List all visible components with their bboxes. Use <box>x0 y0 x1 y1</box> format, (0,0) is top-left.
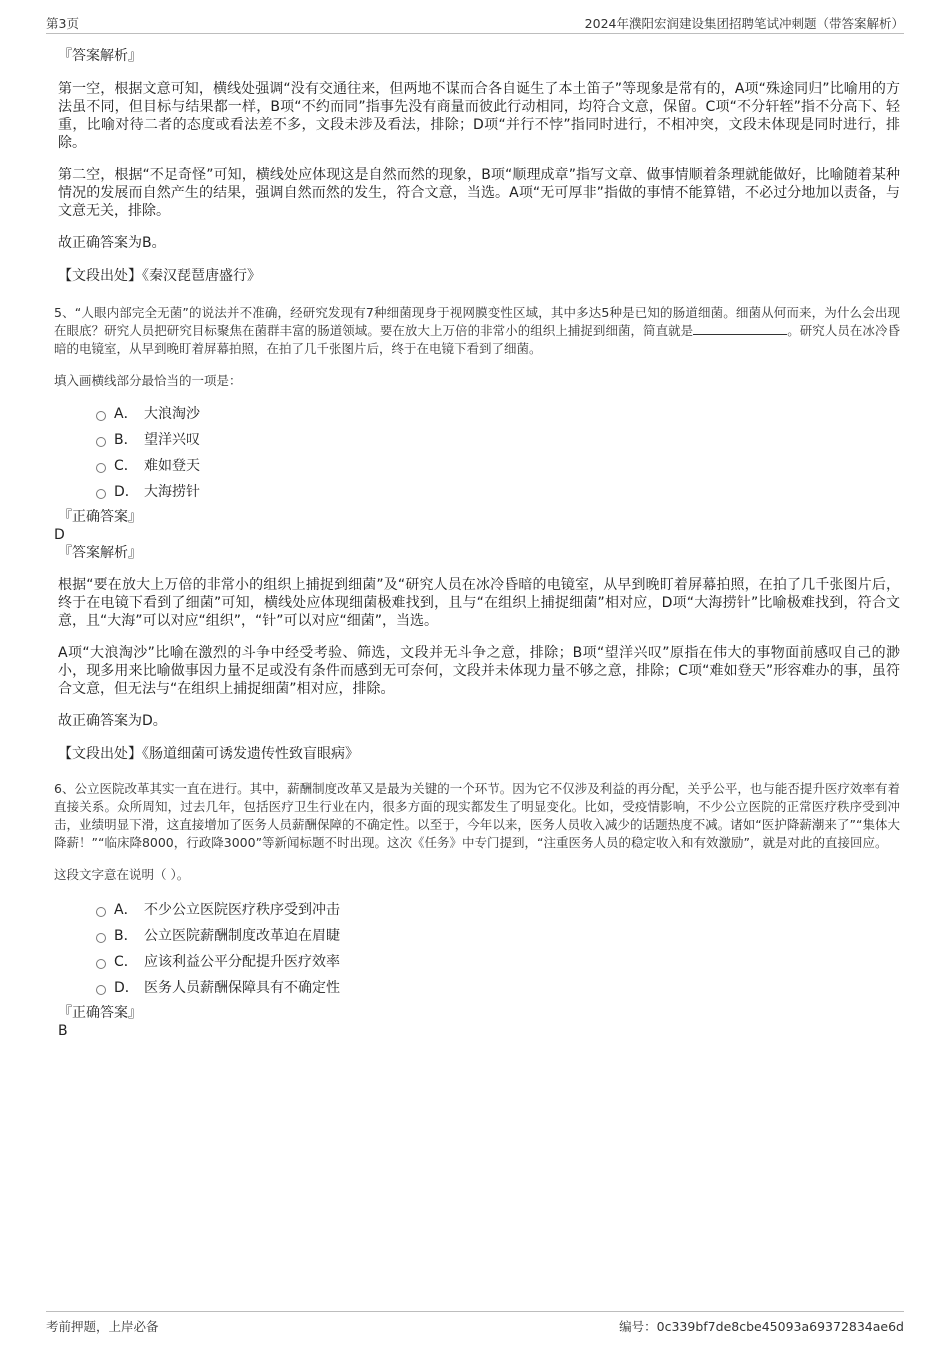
radio-icon[interactable] <box>96 489 106 499</box>
option-text: 大海捞针 <box>144 484 200 500</box>
q6-option-c[interactable] <box>96 948 904 974</box>
option-letter: C． <box>114 954 138 970</box>
q6-option-a[interactable] <box>96 896 904 922</box>
document-title: 2024年濮阳宏润建设集团招聘笔试冲刺题（带答案解析） <box>584 16 904 31</box>
q5-analysis-para-1: 根据“要在放大上万倍的非常小的组织上捕捉到细菌”及“研究人员在冰冷昏暗的电镜室，从早到晚盯着屏幕拍照，在拍了几千张图片后，终于在电镜下看到了细菌”可知，横线处应体现细菌极难找到，且与“在组织上捕捉细菌”相对应，D项“大海捞针”比喻极难找到，符合文意，且“大海”可以对应“组织”，“针”可以对应“细菌”，当选。 <box>58 577 900 629</box>
q5-stem-part-1: 5、“人眼内部完全无菌”的说法并不准确，经研究发现有7种细菌现身于视网膜变性区域，其中多达5种是已知的肠道细菌。细菌从何而来，为什么会出现在眼底？研究人员把研究目标聚焦在菌群丰富的肠道领域。要在放大上万倍的非常小的组织上捕捉到细菌，简直就是 <box>54 305 900 338</box>
q5-option-d[interactable] <box>96 478 904 504</box>
q4-conclusion: 故正确答案为B。 <box>58 235 166 251</box>
q6-answer: B <box>58 1023 68 1039</box>
radio-icon[interactable] <box>96 437 106 447</box>
q6-answer-label: 『正确答案』 <box>58 1005 142 1021</box>
q5-answer-label: 『正确答案』 <box>58 509 142 525</box>
page-content <box>46 46 904 1040</box>
q5-analysis-para-2: A项“大浪淘沙”比喻在激烈的斗争中经受考验、筛选，文段并无斗争之意，排除；B项“望洋兴叹”原指在伟大的事物面前感叹自己的渺小，现多用来比喻做事因力量不足或没有条件而感到无可奈何，文段并未体现力量不够之意，排除；C项“难如登天”形容难办的事，虽符合文意，但无法与“在组织上捕捉细菌”相对应，排除。 <box>58 645 900 697</box>
radio-icon[interactable] <box>96 985 106 995</box>
option-text: 大浪淘沙 <box>144 406 200 422</box>
option-text: 公立医院薪酬制度改革迫在眉睫 <box>144 928 340 944</box>
option-letter: D． <box>114 980 139 996</box>
radio-icon[interactable] <box>96 933 106 943</box>
option-text: 难如登天 <box>144 458 200 474</box>
option-letter: B． <box>114 432 138 448</box>
option-letter: A． <box>114 406 138 422</box>
radio-icon[interactable] <box>96 411 106 421</box>
q6-option-b[interactable] <box>96 922 904 948</box>
page-header <box>46 14 904 34</box>
q5-ask: 填入画横线部分最恰当的一项是： <box>54 373 242 388</box>
q6-option-d[interactable] <box>96 974 904 1000</box>
q4-analysis-para-1: 第一空，根据文意可知，横线处强调“没有交通往来，但两地不谋而合各自诞生了本土笛子”等现象是常有的，A项“殊途同归”比喻用的方法虽不同，但目标与结果都一样，B项“不约而同”指事先没有商量而彼此行动相同，均符合文意，保留。C项“不分轩轾”指不分高下、轻重，比喻对待二者的态度或看法差不多，文段未涉及看法，排除；D项“并行不悖”指同时进行，不相冲突，文段未体现是同时进行，排除。 <box>58 81 900 151</box>
q5-option-c[interactable] <box>96 452 904 478</box>
radio-icon[interactable] <box>96 907 106 917</box>
q6-ask: 这段文字意在说明（ ）。 <box>54 867 190 882</box>
q5-source: 【文段出处】《肠道细菌可诱发遗传性致盲眼病》 <box>58 746 359 762</box>
page-footer <box>46 1311 904 1335</box>
option-text: 医务人员薪酬保障具有不确定性 <box>144 980 340 996</box>
radio-icon[interactable] <box>96 959 106 969</box>
radio-icon[interactable] <box>96 463 106 473</box>
q4-source: 【文段出处】《秦汉琵琶唐盛行》 <box>58 268 261 284</box>
q5-blank <box>693 323 787 335</box>
page-number: 第3页 <box>46 16 79 31</box>
q6-options <box>96 896 904 1000</box>
q5-stem-part-2: 。研究人员在冰冷昏暗的电镜室，从早到晚盯着屏幕拍照，在拍了几千张图片后，终于在电镜下看到了细菌。 <box>54 323 900 356</box>
option-text: 望洋兴叹 <box>144 432 200 448</box>
footer-slogan: 考前押题，上岸必备 <box>46 1319 159 1334</box>
q6-stem: 6、公立医院改革其实一直在进行。其中，薪酬制度改革又是最为关键的一个环节。因为它不仅涉及利益的再分配，关乎公平，也与能否提升医疗效率有着直接关系。众所周知，过去几年，包括医疗卫生行业在内，很多方面的现实都发生了明显变化。比如，受疫情影响，不少公立医院的正常医疗秩序受到冲击，业绩明显下滑，这直接增加了医务人员薪酬保障的不确定性。以至于，今年以来，医务人员收入减少的话题热度不减。诸如“医护降薪潮来了”“集体大降薪！”“临床降8000，行政降3000”等新闻标题不时出现。这次《任务》中专门提到，“注重医务人员的稳定收入和有效激励”，就是对此的直接回应。 <box>54 781 900 850</box>
q4-analysis-para-2: 第二空，根据“不足奇怪”可知，横线处应体现这是自然而然的现象，B项“顺理成章”指写文章、做事情顺着条理就能做好，比喻随着某种情况的发展而自然产生的结果，强调自然而然的发生，符合文意，当选。A项“无可厚非”指做的事情不能算错，不必过分地加以责备，与文意无关，排除。 <box>58 167 900 219</box>
q5-analysis-label: 『答案解析』 <box>58 545 142 561</box>
option-text: 应该利益公平分配提升医疗效率 <box>144 954 340 970</box>
option-letter: C． <box>114 458 138 474</box>
q5-answer: D <box>54 527 65 543</box>
option-text: 不少公立医院医疗秩序受到冲击 <box>144 902 340 918</box>
q5-option-b[interactable] <box>96 426 904 452</box>
q5-conclusion: 故正确答案为D。 <box>58 713 167 729</box>
q5-option-a[interactable] <box>96 400 904 426</box>
q5-stem <box>54 304 900 358</box>
document-id: 编号：0c339bf7de8cbe45093a69372834ae6d <box>619 1319 904 1334</box>
option-letter: B． <box>114 928 138 944</box>
option-letter: D． <box>114 484 139 500</box>
option-letter: A． <box>114 902 138 918</box>
q5-options <box>96 400 904 504</box>
q4-analysis-label: 『答案解析』 <box>58 48 142 64</box>
